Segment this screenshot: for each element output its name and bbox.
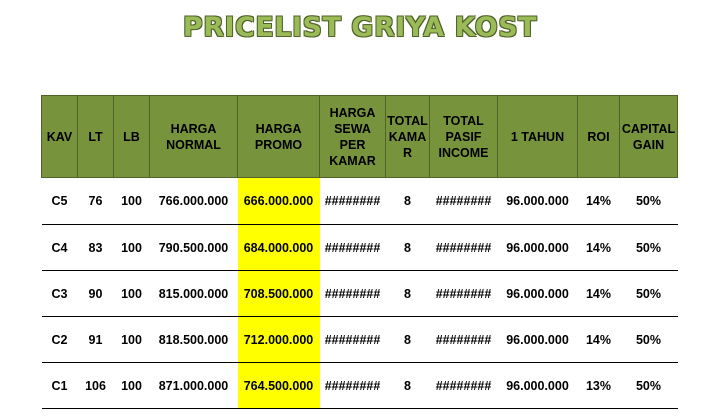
cell-harga-sewa: ######## [320, 363, 386, 409]
cell-total-pasif-income: ######## [430, 363, 498, 409]
cell-total-pasif-income: ######## [430, 178, 498, 225]
cell-harga-normal: 815.000.000 [150, 271, 238, 317]
cell-total-pasif-income: ######## [430, 317, 498, 363]
table-row [42, 363, 678, 409]
cell-harga-sewa: ######## [320, 317, 386, 363]
cell-satu-tahun: 96.000.000 [498, 317, 578, 363]
cell-kav: C1 [42, 363, 78, 409]
price-table [41, 95, 678, 409]
column-header-satu-tahun: 1 TAHUN [498, 96, 578, 178]
column-header-roi: ROI [578, 96, 620, 178]
column-header-lt: LT [78, 96, 114, 178]
cell-satu-tahun: 96.000.000 [498, 225, 578, 271]
column-header-harga-promo: HARGA PROMO [238, 96, 320, 178]
cell-harga-promo: 684.000.000 [238, 225, 320, 271]
cell-harga-promo: 666.000.000 [238, 178, 320, 225]
cell-capital-gain: 50% [620, 225, 678, 271]
cell-total-kamar: 8 [386, 317, 430, 363]
cell-harga-sewa: ######## [320, 225, 386, 271]
cell-kav: C2 [42, 317, 78, 363]
column-header-total-kamar: TOTAL KAMA R [386, 96, 430, 178]
cell-lb: 100 [114, 178, 150, 225]
cell-satu-tahun: 96.000.000 [498, 363, 578, 409]
column-header-total-pasif-income: TOTAL PASIF INCOME [430, 96, 498, 178]
cell-satu-tahun: 96.000.000 [498, 178, 578, 225]
cell-harga-promo: 764.500.000 [238, 363, 320, 409]
cell-lt: 91 [78, 317, 114, 363]
cell-total-pasif-income: ######## [430, 225, 498, 271]
cell-roi: 14% [578, 317, 620, 363]
page-title: PRICELIST GRIYA KOST [182, 12, 538, 43]
column-header-kav: KAV [42, 96, 78, 178]
cell-roi: 14% [578, 271, 620, 317]
cell-capital-gain: 50% [620, 271, 678, 317]
cell-lb: 100 [114, 317, 150, 363]
cell-kav: C5 [42, 178, 78, 225]
column-header-lb: LB [114, 96, 150, 178]
table-row [42, 317, 678, 363]
cell-roi: 14% [578, 225, 620, 271]
cell-harga-normal: 871.000.000 [150, 363, 238, 409]
cell-lt: 106 [78, 363, 114, 409]
cell-harga-sewa: ######## [320, 178, 386, 225]
column-header-harga-normal: HARGA NORMAL [150, 96, 238, 178]
cell-roi: 13% [578, 363, 620, 409]
cell-lt: 76 [78, 178, 114, 225]
cell-lt: 83 [78, 225, 114, 271]
cell-harga-sewa: ######## [320, 271, 386, 317]
cell-total-kamar: 8 [386, 271, 430, 317]
cell-total-pasif-income: ######## [430, 271, 498, 317]
cell-roi: 14% [578, 178, 620, 225]
cell-kav: C3 [42, 271, 78, 317]
cell-harga-normal: 790.500.000 [150, 225, 238, 271]
column-header-capital-gain: CAPITAL GAIN [620, 96, 678, 178]
cell-lb: 100 [114, 271, 150, 317]
cell-total-kamar: 8 [386, 178, 430, 225]
cell-harga-promo: 708.500.000 [238, 271, 320, 317]
cell-capital-gain: 50% [620, 178, 678, 225]
cell-total-kamar: 8 [386, 225, 430, 271]
table-header-row [42, 96, 678, 178]
cell-total-kamar: 8 [386, 363, 430, 409]
cell-capital-gain: 50% [620, 317, 678, 363]
table-row [42, 178, 678, 225]
cell-harga-promo: 712.000.000 [238, 317, 320, 363]
table-row [42, 225, 678, 271]
column-header-harga-sewa: HARGA SEWA PER KAMAR [320, 96, 386, 178]
cell-lb: 100 [114, 363, 150, 409]
cell-harga-normal: 766.000.000 [150, 178, 238, 225]
cell-capital-gain: 50% [620, 363, 678, 409]
cell-lt: 90 [78, 271, 114, 317]
table-row [42, 271, 678, 317]
cell-satu-tahun: 96.000.000 [498, 271, 578, 317]
cell-kav: C4 [42, 225, 78, 271]
cell-lb: 100 [114, 225, 150, 271]
cell-harga-normal: 818.500.000 [150, 317, 238, 363]
